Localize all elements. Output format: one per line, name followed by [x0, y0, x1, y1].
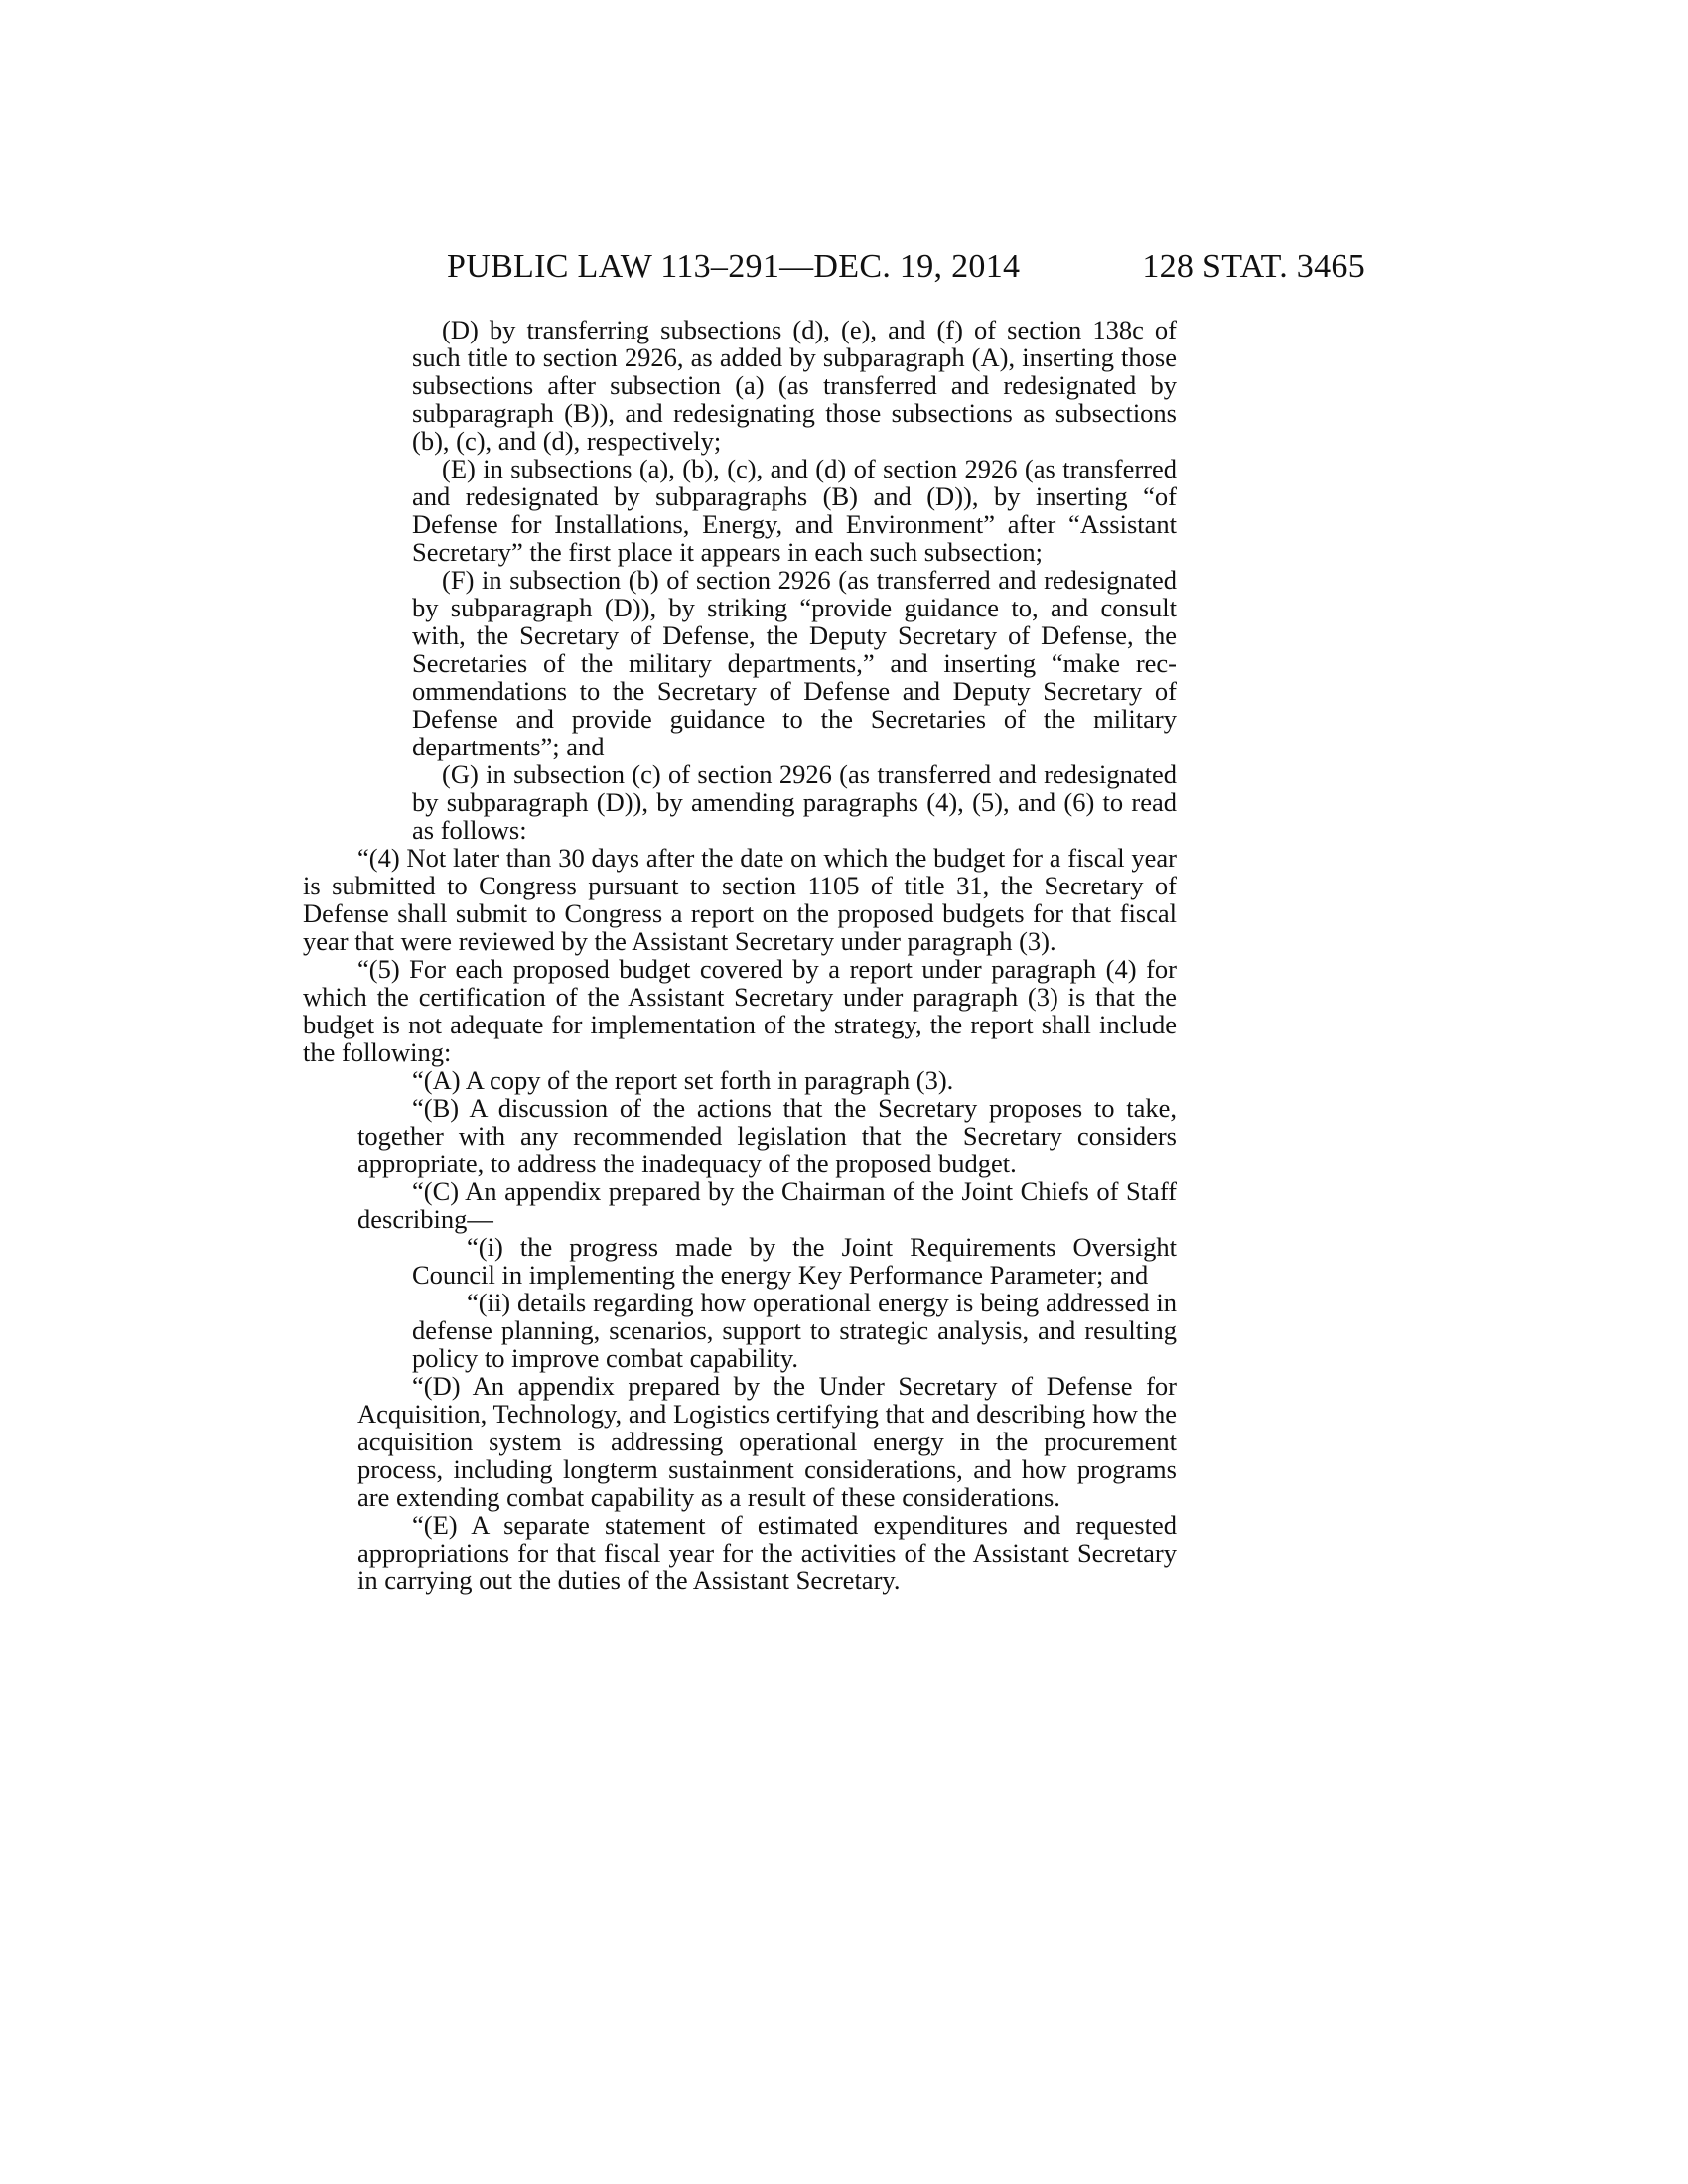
public-law-header: PUBLIC LAW 113–291—DEC. 19, 2014	[447, 248, 1021, 285]
clause-ii: “(ii) details regarding how operational energy is being addressed in defense planning, scenarios, support to strategic analysis, and resulting policy to improve combat capability.	[412, 1288, 1177, 1373]
paragraph-5-a: “(A) A copy of the report set forth in paragraph (3).	[412, 1065, 954, 1095]
paragraph-4: “(4) Not later than 30 days after the date on which the budget for a fiscal year is submitted to Congress pursuant to section 1105 of title 31, the Secretary of Defense shall submit to Congress a report on the proposed budgets for that fiscal year that were reviewed by the Assistant Secretary under paragraph (3).	[303, 843, 1177, 956]
statute-page-number: 128 STAT. 3465	[1142, 248, 1365, 285]
subparagraph-g-amending: (G) in subsection (c) of section 2926 (as transferred and redesignated by subparagraph (D)), by amending paragraphs (4), (5), and (6) to read as follows:	[412, 759, 1177, 845]
paragraph-5-b: “(B) A discussion of the actions that the Secretary proposes to take, together with any recommended legislation that the Secretary considers appropriate, to address the inadequacy of the proposed budget.	[357, 1093, 1177, 1178]
subparagraph-f-striking: (F) in subsection (b) of section 2926 (as transferred and redesignated by subparagraph (D)), by striking “provide guidance to, and consult with, the Secretary of Defense, the Deputy Secretary of Defense, the Secretaries of the military departments,” and inserting “make recommendations to the Secretary of Defense and Deputy Secretary of Defense and provide guidance to the Secretaries of the military departments”; and	[412, 565, 1177, 761]
paragraph-5: “(5) For each proposed budget covered by a report under paragraph (4) for which the certification of the Assistant Secretary under paragraph (3) is that the budget is not adequate for implementation of the strategy, the report shall include the following:	[303, 954, 1177, 1067]
subparagraph-e-inserting: (E) in subsections (a), (b), (c), and (d) of section 2926 (as transferred and redesignated by subparagraphs (B) and (D)), by inserting “of Defense for Installations, Energy, and Environment” after “Assistant Secretary” the first place it appears in each such subsection;	[412, 454, 1177, 567]
body-text	[303, 316, 1177, 1594]
paragraph-5-d: “(D) An appendix prepared by the Under Secretary of Defense for Acquisition, Technology, and Logistics certifying that and describing how the acquisition system is addressing operational energy in the procurement process, including longterm sustainment considerations, and how programs are extending combat capability as a result of these considerations.	[357, 1371, 1177, 1512]
running-header	[447, 248, 1365, 288]
subparagraph-d-transfer: (D) by transferring subsections (d), (e), and (f) of section 138c of such title to section 2926, as added by subparagraph (A), inserting those subsections after subsection (a) (as transferred and redesignated by subparagraph (B)), and redesignating those subsections as subsections (b), (c), and (d), respectively;	[412, 315, 1177, 456]
clause-i: “(i) the progress made by the Joint Requirements Oversight Council in implementing the energy Key Performance Parameter; and	[412, 1232, 1177, 1290]
paragraph-5-c: “(C) An appendix prepared by the Chairman of the Joint Chiefs of Staff describing—	[357, 1176, 1177, 1234]
paragraph-5-e: “(E) A separate statement of estimated expenditures and requested appropriations for that fiscal year for the activities of the Assistant Secretary in carrying out the duties of the Assistant Secretary.	[357, 1510, 1177, 1595]
